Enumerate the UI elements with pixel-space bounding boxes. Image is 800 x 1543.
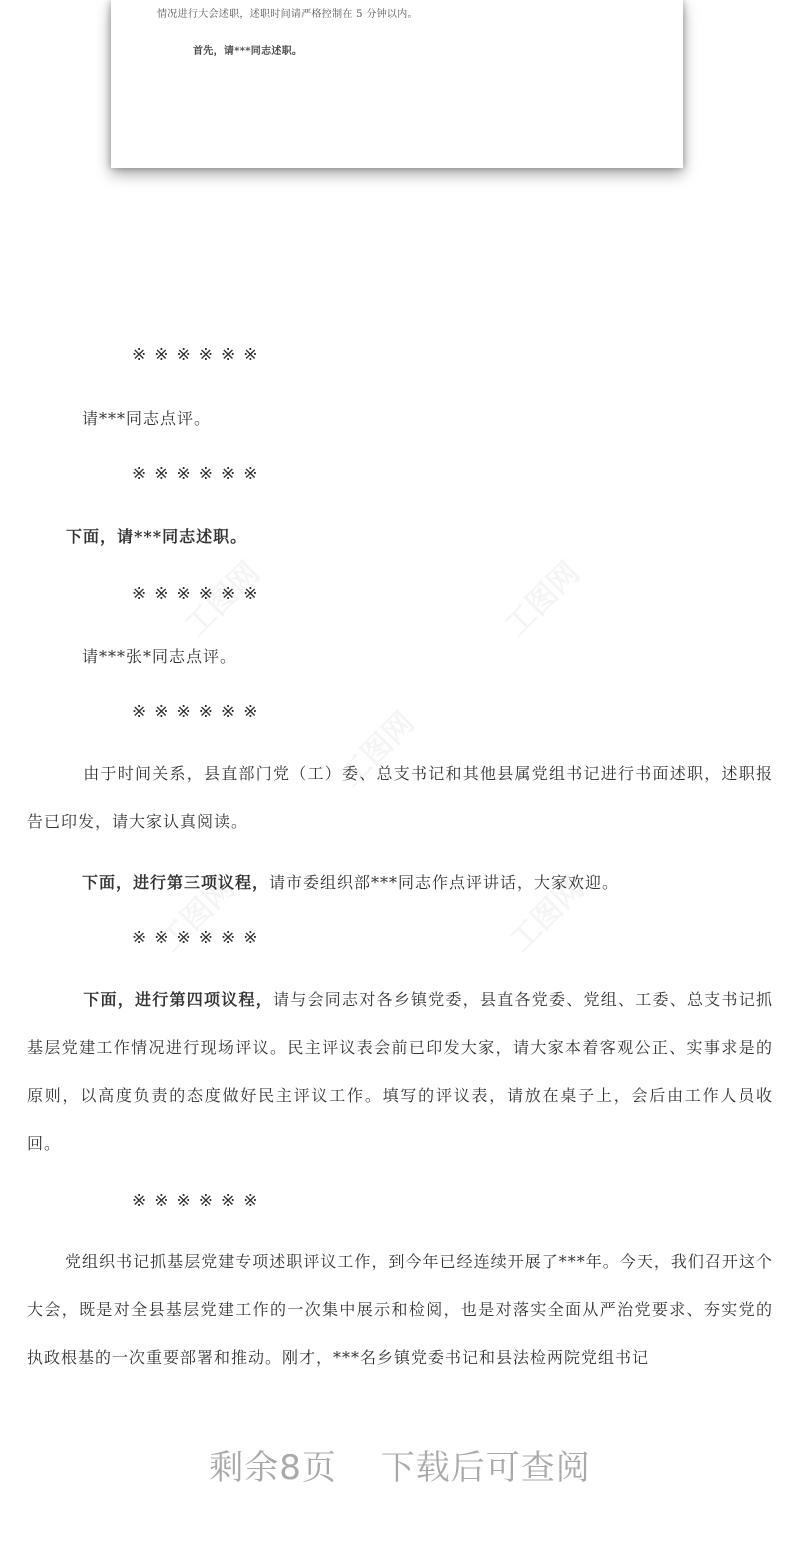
paragraph — [82, 870, 619, 893]
paragraph-text: 请与会同志对各乡镇党委，县直各党委、党组、工委、总支书记抓基层党建工作情况进行现场评议。民主评议表会前已印发大家，请大家本着客观公正、实事求是的原则，以高度负责的态度做好民主评议工作。填写的评议表，请放在桌子上，会后由工作人员收回。 — [27, 990, 773, 1153]
section-separator: ※※※※※※ — [132, 928, 266, 948]
agenda-heading: 下面，进行第三项议程， — [82, 873, 270, 892]
section-separator: ※※※※※※ — [132, 702, 266, 722]
paragraph-multiline — [27, 750, 773, 846]
paragraph-text: 由于时间关系，县直部门党（工）委、总支书记和其他县属党组书记进行书面述职，述职报告已印发，请大家认真阅读。 — [27, 764, 773, 831]
section-separator: ※※※※※※ — [132, 345, 266, 365]
paragraph: 请***同志点评。 — [82, 409, 212, 428]
paragraph-bold: 下面，请***同志述职。 — [66, 527, 248, 546]
section-separator: ※※※※※※ — [132, 464, 266, 484]
download-prompt — [0, 1440, 800, 1489]
paragraph-multiline — [27, 976, 773, 1168]
remaining-pages-text: 剩余8页 — [209, 1448, 337, 1488]
section-separator: ※※※※※※ — [132, 584, 266, 604]
paragraph-text: 请市委组织部***同志作点评讲话，大家欢迎。 — [269, 873, 620, 892]
agenda-heading: 下面，进行第四项议程， — [83, 990, 273, 1009]
preview-text-line: 情况进行大会述职，述职时间请严格控制在 5 分钟以内。 — [157, 9, 418, 20]
watermark — [493, 550, 588, 645]
preview-text-line-bold: 首先，请***同志述职。 — [193, 46, 303, 57]
paragraph-text: 党组织书记抓基层党建专项述职评议工作，到今年已经连续开展了***年。今天，我们召开这个大会，既是对全县基层党建工作的一次集中展示和检阅，也是对落实全面从严治党要求、夯实党的执政根基的一次重要部署和推动。刚才，***名乡镇党委书记和县法检两院党组书记 — [27, 1252, 773, 1367]
paragraph: 请***张*同志点评。 — [82, 647, 238, 666]
paragraph-multiline — [27, 1238, 773, 1382]
download-hint-text: 下载后可查阅 — [380, 1448, 591, 1488]
section-separator: ※※※※※※ — [132, 1191, 266, 1211]
